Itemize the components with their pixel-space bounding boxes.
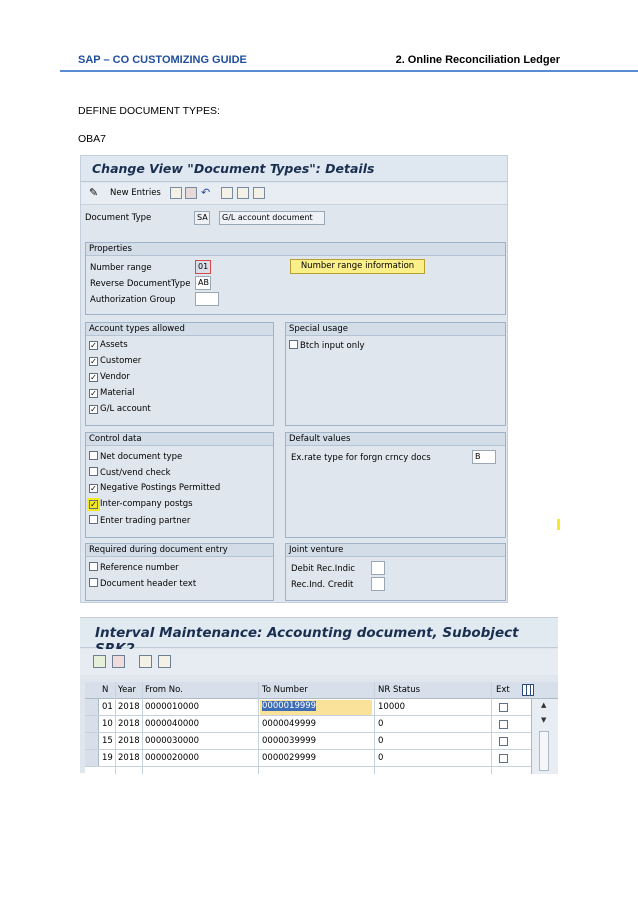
checkbox-empty-icon[interactable] — [89, 578, 98, 587]
screen-title: Change View "Document Types": Details — [92, 161, 375, 176]
debit-rec-indic-label: Debit Rec.Indic — [291, 564, 356, 574]
table-row[interactable] — [85, 750, 531, 767]
checkbox-batch-input-only[interactable]: Btch input only — [289, 340, 364, 352]
joint-venture-group — [285, 543, 506, 601]
change-status-icon[interactable] — [158, 655, 171, 668]
document-type-description: G/L account document — [219, 211, 325, 225]
credit-rec-indic-label: Rec.Ind. Credit — [291, 580, 354, 590]
checkbox-checked-icon[interactable]: ✓ — [90, 500, 97, 509]
interval-screen-title: Interval Maintenance: Accounting document, Subobject — [95, 625, 519, 641]
header-right-title: 2. Online Reconciliation Ledger — [395, 54, 560, 66]
intervals-table — [85, 682, 558, 774]
cell-n: 10 — [102, 719, 113, 729]
number-range-label: Number range — [90, 263, 152, 273]
checkbox-enter-trading-partner[interactable]: Enter trading partner — [89, 515, 190, 527]
column-header[interactable]: From No. — [145, 685, 183, 695]
scroll-down-icon[interactable]: ▼ — [541, 716, 547, 724]
document-type-field[interactable]: SA — [194, 211, 210, 225]
other-entry-icon[interactable] — [253, 187, 265, 199]
checkbox-empty-icon[interactable] — [89, 467, 98, 476]
checkbox-material[interactable]: ✓ Material — [90, 388, 135, 398]
cell-to-selected-text: 0000019999 — [262, 701, 317, 711]
insert-interval-icon[interactable] — [93, 655, 106, 668]
table-row[interactable] — [85, 699, 531, 716]
checkbox-document-header-text[interactable]: Document header text — [89, 578, 196, 590]
edit-pencil-icon[interactable]: ✎ — [89, 186, 99, 199]
cell-n: 19 — [102, 753, 113, 763]
column-header[interactable]: Year — [118, 685, 136, 695]
cell-status: 0 — [378, 753, 384, 763]
column-divider — [142, 682, 143, 774]
cell-year: 2018 — [118, 719, 140, 729]
cell-n: 01 — [102, 702, 113, 712]
authorization-group-label: Authorization Group — [90, 295, 176, 305]
checkbox-checked-icon[interactable]: ✓ — [90, 373, 97, 382]
cell-from: 0000010000 — [145, 702, 200, 712]
column-divider — [491, 682, 492, 774]
application-toolbar — [81, 183, 507, 205]
interval-details-icon[interactable] — [139, 655, 152, 668]
delete-icon[interactable] — [185, 187, 197, 199]
column-divider — [258, 682, 259, 774]
number-range-information-button[interactable]: Number range information — [290, 259, 425, 274]
header-rule — [60, 70, 638, 72]
checkbox-checked-icon[interactable]: ✓ — [90, 341, 97, 350]
document-type-label: Document Type — [85, 213, 152, 223]
column-header[interactable]: N — [102, 685, 109, 695]
table-header — [85, 682, 558, 699]
checkbox-net-document-type[interactable]: Net document type — [89, 451, 182, 463]
interval-screen-title-bar — [80, 618, 558, 648]
checkbox-negative-postings[interactable]: ✓ Negative Postings Permitted — [90, 483, 221, 493]
cell-year: 2018 — [118, 736, 140, 746]
cell-from: 0000020000 — [145, 753, 200, 763]
document-types-screen — [80, 155, 508, 603]
scroll-thumb[interactable] — [539, 731, 549, 771]
checkbox-reference-number[interactable]: Reference number — [89, 562, 179, 574]
column-divider — [374, 682, 375, 774]
cell-status: 0 — [378, 719, 384, 729]
authorization-group-field[interactable] — [195, 292, 219, 306]
checkbox-checked-icon[interactable]: ✓ — [90, 484, 97, 493]
cell-to-active[interactable] — [260, 700, 372, 715]
properties-title: Properties — [86, 243, 505, 256]
next-entry-icon[interactable] — [237, 187, 249, 199]
number-range-field[interactable]: 01 — [195, 260, 211, 274]
control-data-title: Control data — [86, 433, 273, 446]
table-row[interactable] — [85, 716, 531, 733]
table-settings-icon[interactable] — [522, 684, 534, 696]
debit-rec-indic-field[interactable] — [371, 561, 385, 575]
credit-rec-indic-field[interactable] — [371, 577, 385, 591]
account-types-title: Account types allowed — [86, 323, 273, 336]
cell-from: 0000030000 — [145, 736, 200, 746]
required-entry-title: Required during document entry — [86, 544, 273, 557]
checkbox-checked-icon[interactable]: ✓ — [90, 389, 97, 398]
cell-n: 15 — [102, 736, 113, 746]
delete-interval-icon[interactable] — [112, 655, 125, 668]
cell-year: 2018 — [118, 753, 140, 763]
ext-checkbox[interactable] — [499, 754, 508, 763]
screen-title-bar — [81, 156, 507, 182]
checkbox-customer[interactable]: ✓ Customer — [90, 356, 142, 366]
table-row[interactable] — [85, 733, 531, 750]
cell-to[interactable]: 0000039999 — [262, 736, 317, 746]
section-heading: DEFINE DOCUMENT TYPES: — [78, 105, 220, 117]
column-divider — [115, 682, 116, 774]
new-entries-button[interactable]: New Entries — [110, 188, 161, 198]
cell-status: 10000 — [378, 702, 406, 712]
previous-entry-icon[interactable] — [221, 187, 233, 199]
checkbox-checked-icon[interactable]: ✓ — [90, 405, 97, 414]
checkbox-checked-icon[interactable]: ✓ — [90, 357, 97, 366]
checkbox-gl-account[interactable]: ✓ G/L account — [90, 404, 151, 414]
checkbox-empty-icon[interactable] — [89, 515, 98, 524]
exrate-type-field[interactable]: B — [472, 450, 496, 464]
default-values-title: Default values — [286, 433, 505, 446]
properties-group — [85, 242, 506, 315]
vertical-scrollbar[interactable] — [531, 699, 558, 774]
cell-year: 2018 — [118, 702, 140, 712]
scroll-up-icon[interactable]: ▲ — [541, 701, 547, 709]
copy-icon[interactable] — [170, 187, 182, 199]
cell-from: 0000040000 — [145, 719, 200, 729]
reverse-doc-type-field[interactable]: AB — [195, 276, 211, 290]
header-left-title: SAP – CO CUSTOMIZING GUIDE — [78, 54, 247, 66]
cell-to[interactable]: 0000029999 — [262, 753, 317, 763]
column-header[interactable]: NR Status — [378, 685, 421, 695]
undo-icon[interactable]: ↶ — [201, 186, 211, 199]
ext-checkbox[interactable] — [499, 737, 508, 746]
checkbox-empty-icon[interactable] — [89, 562, 98, 571]
special-usage-group — [285, 322, 506, 426]
account-types-group — [85, 322, 274, 426]
ext-checkbox[interactable] — [499, 703, 508, 712]
highlight-mark — [557, 519, 560, 530]
interval-toolbar — [80, 649, 558, 675]
required-entry-group — [85, 543, 274, 601]
control-data-group — [85, 432, 274, 538]
checkbox-cust-vend-check[interactable]: Cust/vend check — [89, 467, 171, 479]
default-values-group — [285, 432, 506, 538]
reverse-doc-type-label: Reverse DocumentType — [90, 279, 191, 289]
cell-to[interactable]: 0000049999 — [262, 719, 317, 729]
column-header[interactable]: Ext — [496, 685, 510, 695]
exrate-type-label: Ex.rate type for forgn crncy docs — [291, 453, 431, 463]
checkbox-inter-company-postings[interactable]: ✓ Inter-company postgs — [90, 499, 193, 509]
column-header[interactable]: To Number — [262, 685, 308, 695]
transaction-code: OBA7 — [78, 133, 107, 145]
checkbox-assets[interactable]: ✓ Assets — [90, 340, 128, 350]
joint-venture-title: Joint venture — [286, 544, 505, 557]
ext-checkbox[interactable] — [499, 720, 508, 729]
checkbox-vendor[interactable]: ✓ Vendor — [90, 372, 130, 382]
interval-maintenance-screen — [80, 617, 558, 773]
cell-status: 0 — [378, 736, 384, 746]
checkbox-empty-icon[interactable] — [289, 340, 298, 349]
checkbox-empty-icon[interactable] — [89, 451, 98, 460]
special-usage-title: Special usage — [286, 323, 505, 336]
